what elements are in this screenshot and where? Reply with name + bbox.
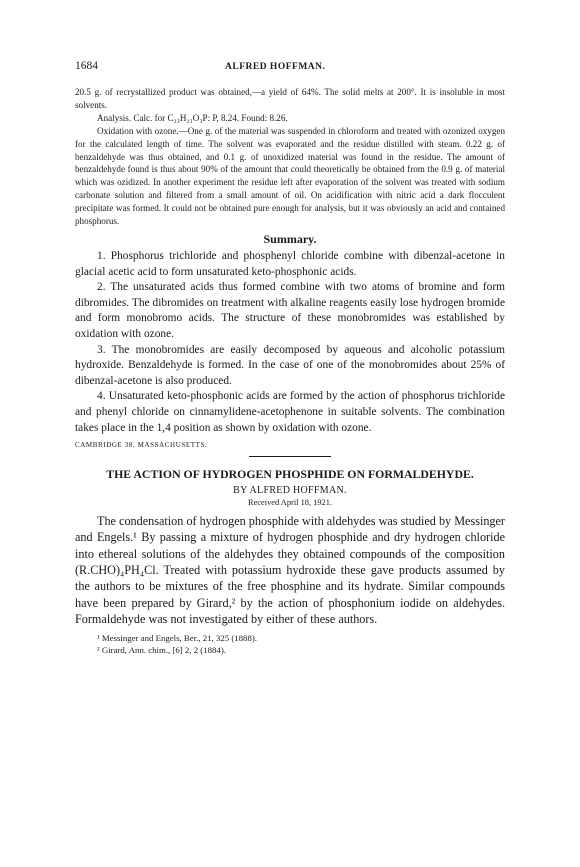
summary-heading: Summary. xyxy=(263,231,317,246)
footnote: ¹ Messinger and Engels, Ber., 21, 325 (1888). xyxy=(97,633,257,644)
oxidation-paragraph: Oxidation with ozone.—One g. of the material was suspended in chloroform and treated with ozonized oxygen for the calculated length of time. The solvent was evaporated and the residue distilled with steam. 0.22 g. of benzaldehyde was thus obtained, and 0.1 g. of unoxidized material was found in the residue. The amount of benzaldehyde found is thus about 90% of the amount that could theoretically be obtained from the 0.9 g. of material which was ozidized. In another experiment the residue left after evaporation of the solvent was treated with sodium carbonate solution and filtered from a small amount of oil. On acidification with nitric acid a dark flocculent precipitate was formed. It could not be obtained pure enough for analysis, but it was obviously an acid and contained phosphorus. xyxy=(75,125,505,227)
footnote: ² Girard, Ann. chim., [6] 2, 2 (1884). xyxy=(97,645,226,656)
yield-paragraph: 20.5 g. of recrystallized product was obtained,—a yield of 64%. The solid melts at 200°. It is insoluble in most solvents. xyxy=(75,87,505,110)
journal-page xyxy=(75,60,505,656)
author-address: CAMBRIDGE 38, MASSACHUSETTS. xyxy=(75,441,208,450)
article-byline: BY ALFRED HOFFMAN. xyxy=(233,485,347,497)
summary-item: 1. Phosphorus trichloride and phosphenyl chloride combine with dibenzal-acetone in glacial acetic acid to form unsaturated keto-phosphonic acids. xyxy=(75,249,505,278)
section-divider xyxy=(249,456,331,457)
footnotes xyxy=(97,632,505,656)
article-body xyxy=(75,513,505,627)
summary-item: 3. The monobromides are easily decomposed by aqueous and alcoholic potassium hydroxide. Benzaldehyde is formed. In the case of one of the monobromides about 25% of dibenzal-acetone is also produced. xyxy=(75,343,505,387)
summary-item: 4. Unsaturated keto-phosphonic acids are formed by the action of phosphorus trichloride and phenyl chloride on cinnamylidene-acetophenone in suitable solvents. The combination takes place in the 1,4 position as shown by oxidation with ozone. xyxy=(75,390,505,434)
experimental-section xyxy=(75,86,505,228)
summary-list xyxy=(75,249,505,436)
intro-paragraph: The condensation of hydrogen phosphide with aldehydes was studied by Messinger and Engels.¹ By passing a mixture of hydrogen phosphide and dry hydrogen chloride into ethereal solutions of the aldehydes they obtained compounds of the composition (R.CHO)₄PH₄Cl. Treated with potassium hydroxide these gave products assumed by the authors to be mixtures of the free phosphine and its hydrate. Similar compounds have been prepared by Girard,² by the action of phosphonium iodide on aldehydes. Formaldehyde was not investigated by either of these authors. xyxy=(75,514,505,626)
page-number: 1684 xyxy=(75,60,98,72)
page-header xyxy=(75,60,505,72)
received-date: Received April 18, 1921. xyxy=(248,498,332,508)
running-title: ALFRED HOFFMAN. xyxy=(225,62,326,72)
article-title: THE ACTION OF HYDROGEN PHOSPHIDE ON FORMALDEHYDE. xyxy=(106,467,474,482)
summary-item: 2. The unsaturated acids thus formed combine with two atoms of bromine and form dibromides. The dibromides on treatment with alkaline reagents easily lose hydrogen bromide and form monobromo acids. The structure of these monobromides was established by oxidation with ozone. xyxy=(75,281,505,340)
analysis-paragraph: Analysis. Calc. for C₂₃H₂₁O₃P: P, 8.24. Found: 8.26. xyxy=(97,112,288,123)
